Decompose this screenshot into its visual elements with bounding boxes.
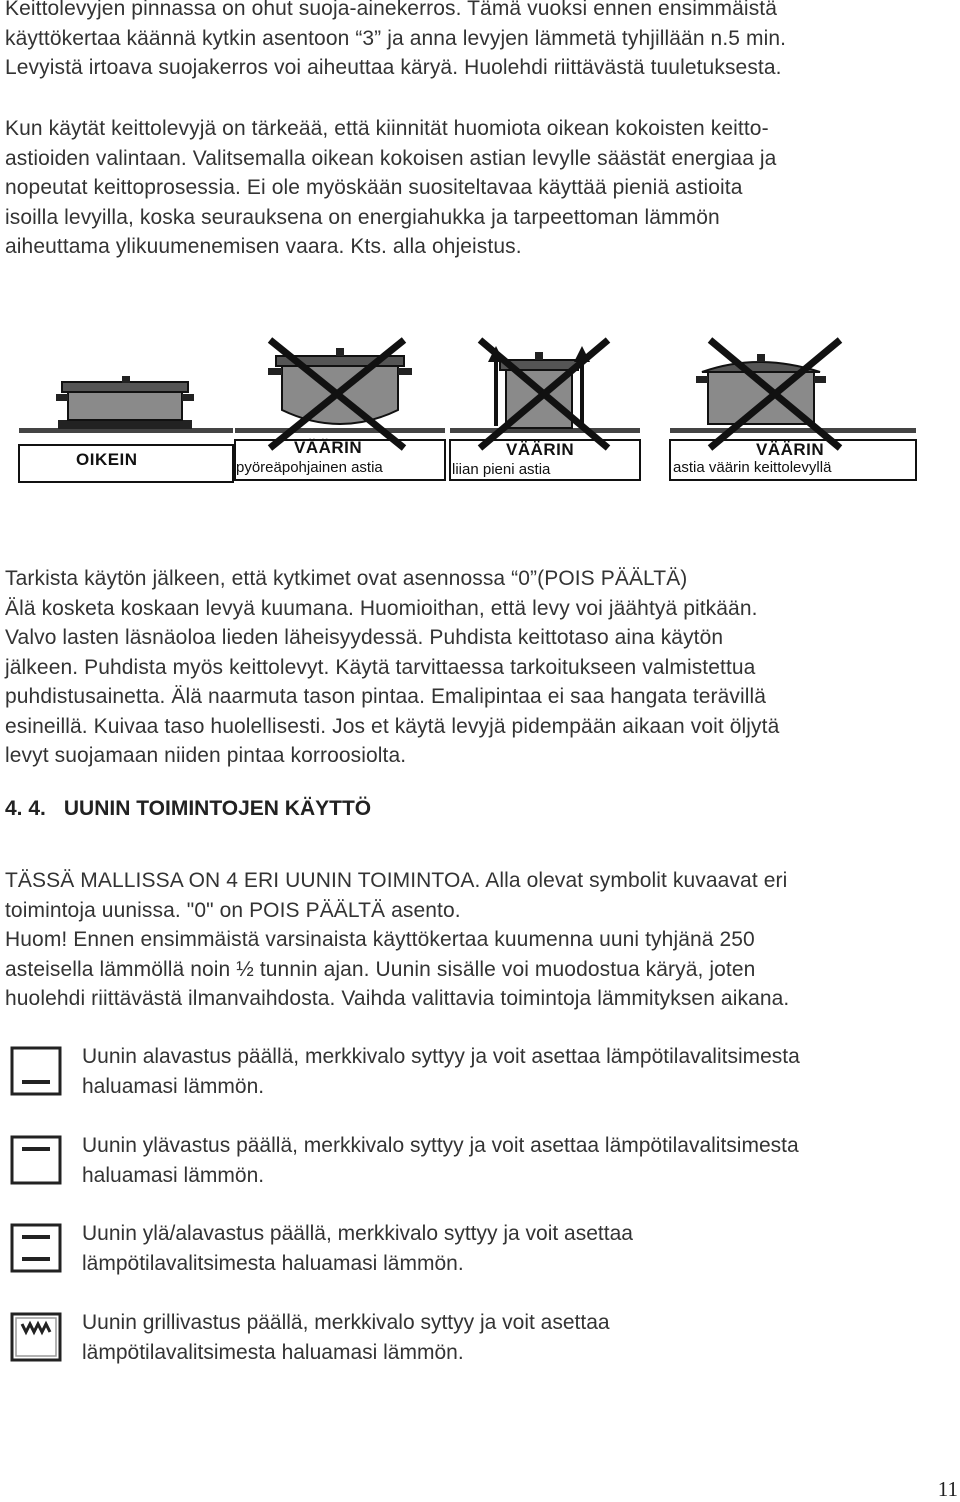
after-use-line: esineillä. Kuivaa taso huolellisesti. Jos et käytä levyjä pidempään aikaan voit öljytä [5, 714, 780, 738]
figure-title: VÄÄRIN [756, 440, 825, 459]
figure-caption: liian pieni astia [452, 461, 551, 478]
intro-line: käyttökertaa käännä kytkin asentoon “3” ja anna levyjen lämmetä tyhjillään n.5 min. [5, 26, 787, 50]
after-use-line: jälkeen. Puhdista myös keittolevyt. Käytä tarvittaessa tarkoitukseen valmistettua [5, 655, 756, 679]
intro-paragraph [5, 0, 955, 83]
oven-mode-line: Uunin ylä/alavastus päällä, merkkivalo syttyy ja voit asettaa [82, 1222, 633, 1245]
pot-advice-line: aiheuttama ylikuumenemisen vaara. Kts. alla ohjeistus. [5, 235, 522, 258]
figure-misplaced [668, 330, 898, 490]
oven-intro-line: TÄSSÄ MALLISSA ON 4 ERI UUNIN TOIMINTOA. Alla olevat symbolit kuvaavat eri [5, 869, 788, 892]
oven-mode-description [82, 1042, 960, 1101]
after-use-line: Valvo lasten läsnäoloa lieden läheisyydessä. Puhdista keittotaso aina käytön [5, 626, 724, 649]
oven-mode-top-heat [0, 1131, 960, 1201]
figure-caption: pyöreäpohjainen astia [236, 459, 383, 476]
after-use-paragraph [5, 564, 955, 771]
oven-mode-line: Uunin alavastus päällä, merkkivalo syttyy ja voit asettaa lämpötilavalitsimesta [82, 1045, 800, 1068]
figure-round-bottom [232, 330, 462, 490]
figure-title: OIKEIN [76, 450, 138, 469]
pot-illustrations [0, 330, 960, 500]
oven-mode-top-bottom-heat [0, 1219, 960, 1289]
oven-mode-line: Uunin ylävastus päällä, merkkivalo syttyy ja voit asettaa lämpötilavalitsimesta [82, 1134, 799, 1157]
pot-advice-line: nopeutat keittoprosessia. Ei ole myöskään suositeltavaa käyttää pieniä astioita [5, 176, 743, 199]
section-number: 4. 4. [5, 797, 46, 820]
figure-too-small [448, 330, 678, 490]
bottom-heat-icon [10, 1046, 62, 1096]
oven-intro-line: huolehdi riittävästä ilmanvaihdosta. Vaihda valittavia toimintoja lämmityksen aikana. [5, 987, 790, 1010]
oven-mode-line: haluamasi lämmön. [82, 1074, 265, 1098]
intro-line: Keittolevyjen pinnassa on ohut suoja-ainekerros. Tämä vuoksi ennen ensimmäistä [5, 0, 778, 20]
after-use-line: Älä kosketa koskaan levyä kuumana. Huomioithan, että levy voi jäähtyä pitkään. [5, 596, 758, 620]
oven-mode-line: lämpötilavalitsimesta haluamasi lämmön. [82, 1340, 464, 1364]
pot-advice-paragraph [5, 114, 955, 262]
figure-title: VÄÄRIN [506, 440, 575, 459]
oven-intro-line: toimintoja uunissa. "0" on POIS PÄÄLTÄ asento. [5, 898, 461, 922]
oven-mode-line: lämpötilavalitsimesta haluamasi lämmön. [82, 1251, 464, 1275]
top-heat-icon [10, 1135, 62, 1185]
after-use-line: Tarkista käytön jälkeen, että kytkimet ovat asennossa “0”(POIS PÄÄLTÄ) [5, 567, 688, 590]
oven-mode-line: haluamasi lämmön. [82, 1163, 265, 1187]
oven-intro-paragraph [5, 866, 955, 1014]
pot-advice-line: astioiden valintaan. Valitsemalla oikean kokoisen astian levylle säästät energiaa ja [5, 146, 777, 170]
oven-mode-bottom-heat [0, 1042, 960, 1112]
section-heading [5, 797, 371, 821]
after-use-line: puhdistusainetta. Älä naarmuta tason pintaa. Emalipintaa ei saa hangata terävillä [5, 685, 767, 708]
oven-mode-description [82, 1308, 960, 1367]
intro-line: Levyistä irtoava suojakerros voi aiheuttaa käryä. Huolehdi riittävästä tuuletuksesta. [5, 56, 782, 79]
pot-advice-line: Kun käytät keittolevyjä on tärkeää, että kiinnität huomiota oikean kokoisten keitto- [5, 117, 769, 140]
section-title: UUNIN TOIMINTOJEN KÄYTTÖ [63, 797, 372, 820]
top-bottom-heat-icon [10, 1223, 62, 1273]
oven-mode-grill [0, 1308, 960, 1378]
oven-intro-line: asteisella lämmöllä noin ½ tunnin ajan. Uunin sisälle voi muodostua käryä, joten [5, 957, 756, 981]
oven-mode-description [82, 1219, 960, 1278]
figure-correct [16, 330, 246, 490]
oven-mode-line: Uunin grillivastus päällä, merkkivalo syttyy ja voit asettaa [82, 1311, 610, 1334]
pot-advice-line: isoilla levyilla, koska seurauksena on energiahukka ja tarpeettoman lämmön [5, 205, 720, 229]
grill-icon [10, 1312, 62, 1362]
oven-mode-description [82, 1131, 960, 1190]
figure-caption: astia väärin keittolevyllä [673, 459, 832, 476]
after-use-line: levyt suojamaan niiden pintaa korroosiolta. [5, 744, 407, 767]
figure-title: VÄÄRIN [294, 438, 363, 457]
page-number: 11 [937, 1477, 958, 1501]
oven-intro-line: Huom! Ennen ensimmäistä varsinaista käyttökertaa kuumenna uuni tyhjänä 250 [5, 928, 755, 951]
